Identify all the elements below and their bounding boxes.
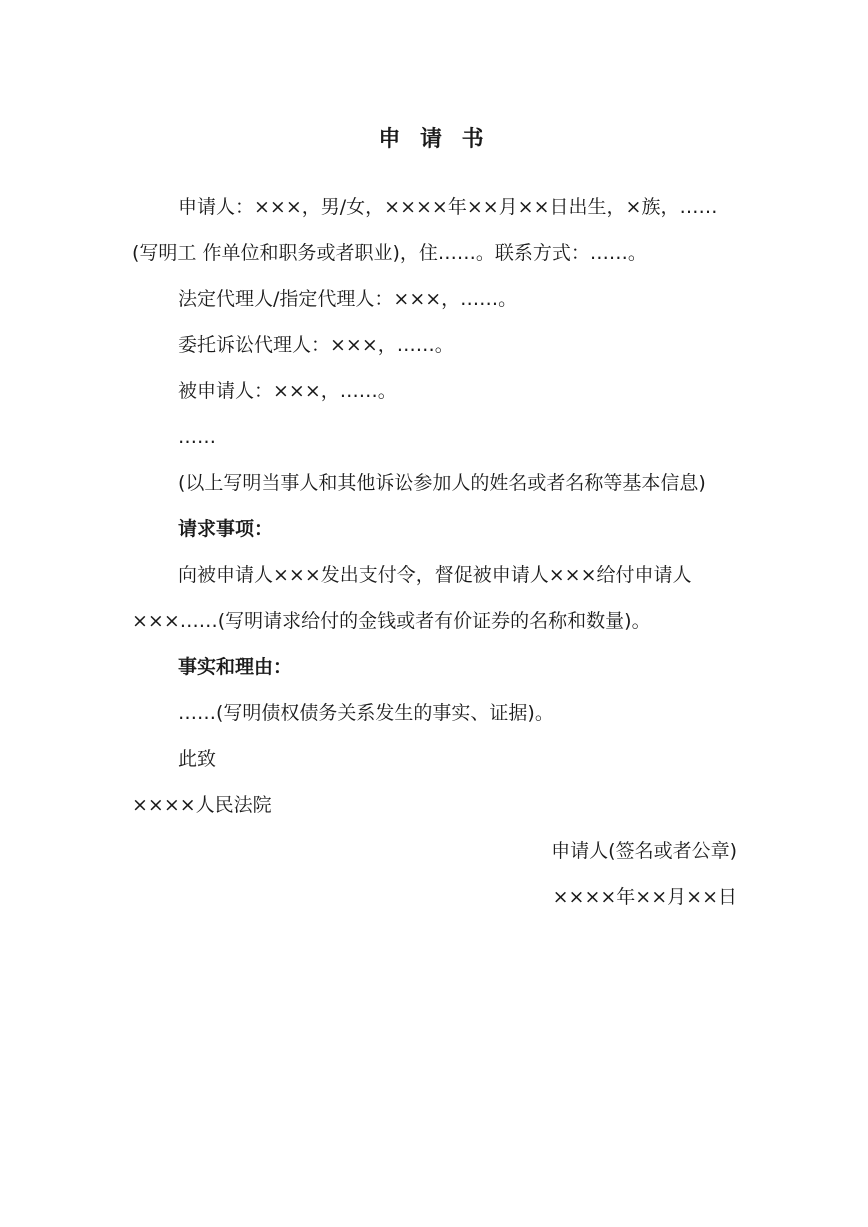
facts-heading: 事实和理由： (178, 656, 293, 678)
applicant-paragraph: 申请人：×××，男/女，××××年××月××日出生，×族，……(写明工 作单位和职务或者职业)，住……。联系方式：……。 (132, 196, 718, 264)
entrusted-agent-paragraph: 委托诉讼代理人：×××，……。 (178, 334, 454, 356)
court-name: ××××人民法院 (132, 794, 272, 816)
ellipsis-paragraph: …… (178, 426, 216, 448)
claims-paragraph: 向被申请人×××发出支付令，督促被申请人×××给付申请人×××……(写明请求给付的金钱或者有价证券的名称和数量)。 (132, 564, 692, 632)
respondent-paragraph: 被申请人：×××，……。 (178, 380, 397, 402)
document-title: 申 请 书 (378, 127, 490, 152)
salutation: 此致 (178, 748, 217, 770)
claims-heading: 请求事项： (178, 518, 274, 540)
legal-agent-paragraph: 法定代理人/指定代理人：×××，……。 (178, 288, 518, 310)
signature-line: 申请人(签名或者公章) (551, 840, 737, 862)
document-body (132, 184, 737, 920)
date-line: ××××年××月××日 (552, 886, 737, 908)
note-paragraph: (以上写明当事人和其他诉讼参加人的姓名或者名称等基本信息) (178, 472, 706, 494)
facts-paragraph: ……(写明债权债务关系发生的事实、证据)。 (178, 702, 554, 724)
